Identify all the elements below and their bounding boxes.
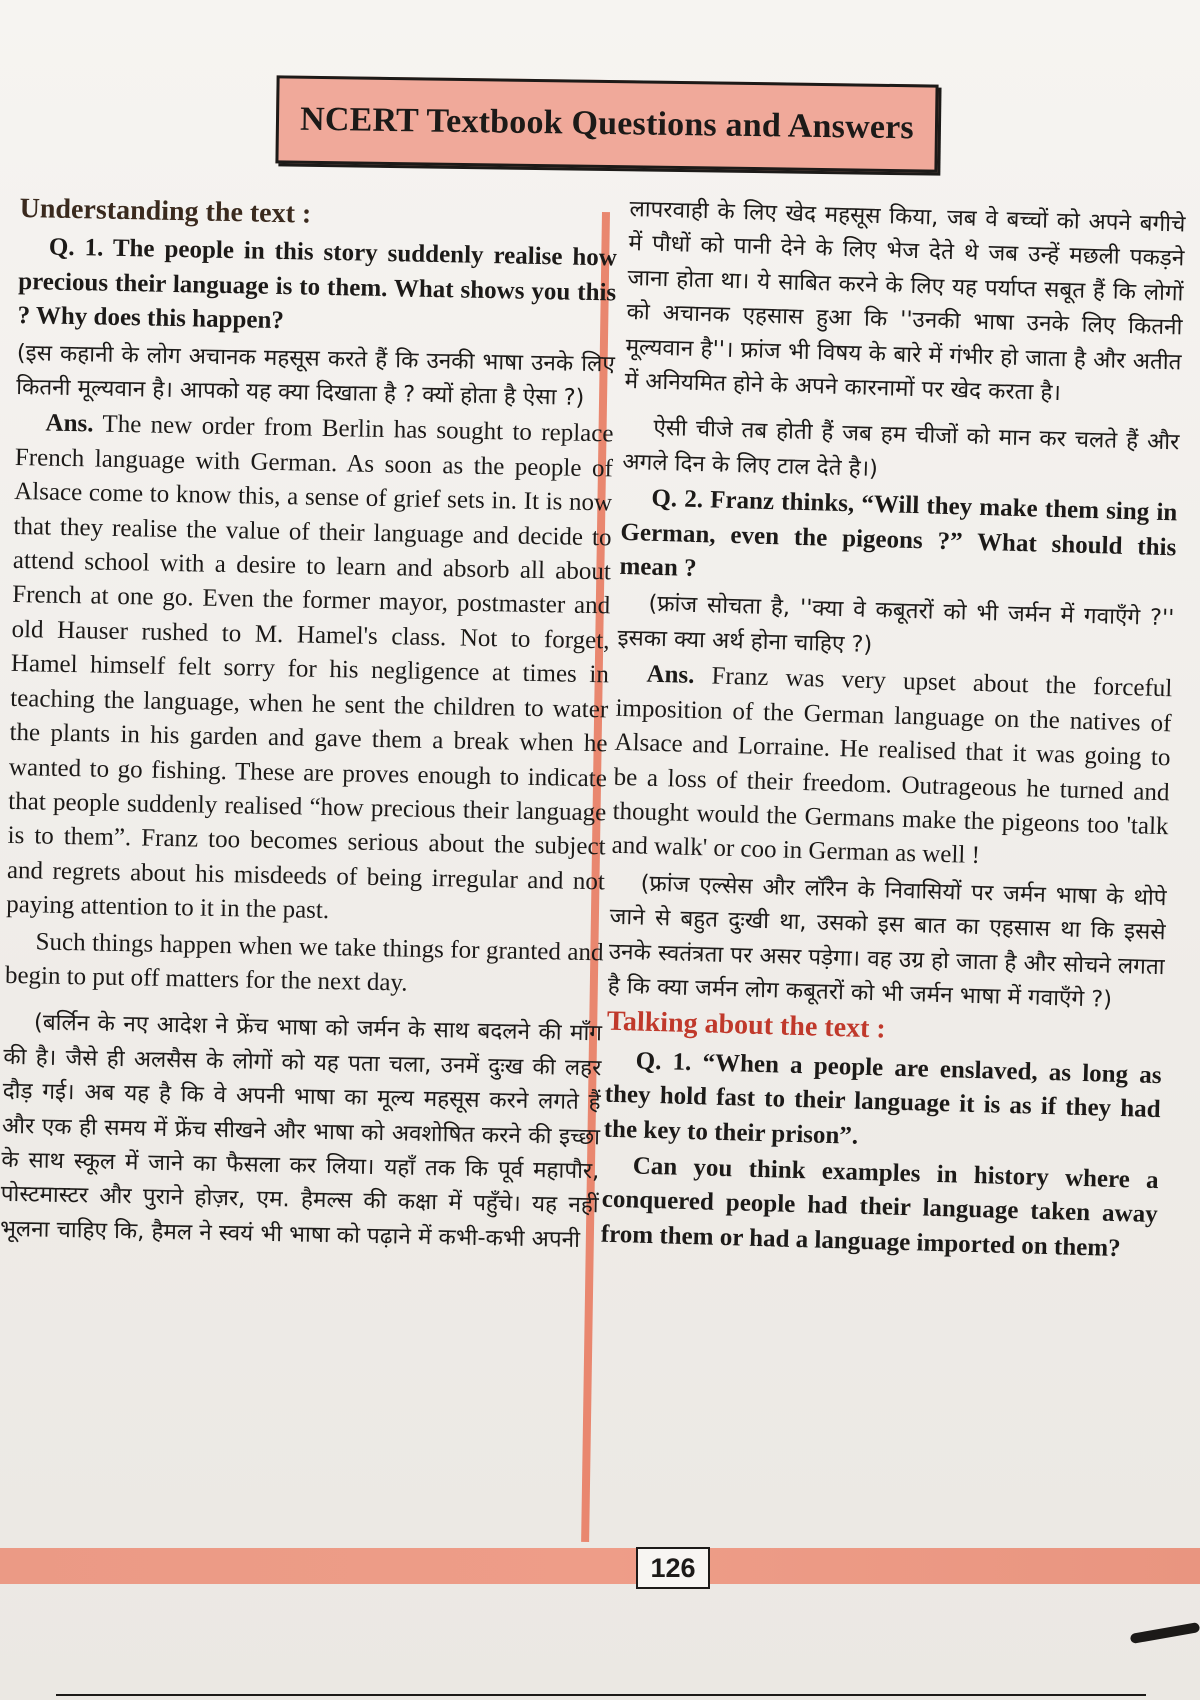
answer-1-hindi: (बर्लिन के नए आदेश ने फ्रेंच भाषा को जर्मन के साथ बदलने की माँग की है। जैसे ही अलसैस के लोगों को यह पता चला, उनमें दुःख की लहर दौड़ गई। अब यह है कि वे अपनी भाषा का मूल्य महसूस करने लगते हैं और एक ही समय में फ्रेंच सीखने और भाषा को अवशोषित करने की इच्छा के साथ स्कूल में जाने का फैसला कर लिया। यहाँ तक कि पूर्व महापौर, पोस्टमास्टर और पुराने होज़र, एम. हैमल्स की कक्षा में पहुँचे। यह नहीं भूलना चाहिए कि, हैमल ने स्वयं भी भाषा को पढ़ाने में कभी-कभी अपनी — [0, 1009, 603, 1253]
answer-2 — [611, 657, 1173, 879]
question-2 — [619, 481, 1178, 600]
talking-question-1-text: “When a people are enslaved, as long as they hold fast to their language it is as if they had the key to their prison”. — [603, 1049, 1162, 1150]
question-1-text: The people in this story suddenly realise how precious their language is to them. What shows you this ? Why does this happen? — [17, 235, 618, 335]
footer-band — [0, 1548, 1200, 1584]
title-banner — [275, 75, 938, 172]
question-2-text: Franz thinks, “Will they make them sing in German, even the pigeons ?” What should this mean ? — [619, 486, 1178, 583]
section-heading-talking: Talking about the text : — [606, 1006, 887, 1045]
page-number: 126 — [636, 1547, 710, 1589]
answer-1-label: Ans. — [45, 409, 94, 438]
answer-1-hindi-closing: ऐसी चीजे तब होती हैं जब हम चीजों को मान कर चलते हैं और अगले दिन के लिए टाल देते है।) — [622, 415, 1180, 482]
answer-2-label: Ans. — [646, 660, 695, 690]
section-heading-understanding: Understanding the text : — [19, 192, 312, 230]
question-2-label: Q. 2. — [651, 484, 704, 514]
question-1-hindi: (इस कहानी के लोग अचानक महसूस करते हैं कि उनकी भाषा उनके लिए कितनी मूल्यवान है। आपको यह क्या दिखाता है ? क्यों होता है ऐसा ?) — [16, 339, 616, 411]
page-title: NCERT Textbook Questions and Answers — [299, 100, 915, 147]
answer-1-text: The new order from Berlin has sought to replace French language with German. As soon as the people of Alsace come to know this, a sense of grief sets in. It is now that they realise the value of their language and decide to attend school with a desire to learn and absorb all about French at one go. Even the former mayor, postmaster and old Hauser rushed to M. Hamel's class. Not to forget, Hamel himself felt sorry for his negligence at times in teaching the language, when he sent the children to water the plants in his garden and gave them a break when he wanted to go fishing. These are proves enough to indicate that people suddenly realised “how precious their language is to them”. Franz too becomes serious about the subject and regrets about his misdeeds of being irregular and not paying attention to it in the past. — [6, 411, 614, 925]
answer-2-hindi: (फ्रांज एल्सेस और लॉरैन के निवासियों पर जर्मन भाषा के थोपे जाने से बहुत दुःखी था, उसको इस बात का एहसास था कि इससे उनके स्वतंत्रता पर असर पड़ेगा। वह उग्र हो जाता है और सोचने लगता है कि क्या जर्मन लोग कबूतरों को भी जर्मन भाषा में गवाएँगे ?) — [607, 870, 1167, 1013]
footer-rule — [56, 1694, 1146, 1696]
answer-2-text: Franz was very upset about the forceful imposition of the German language on the natives of Alsace and Lorraine. He realised that it was going to be a loss of their freedom. Outrageous he turned and thought would the Germans make the pigeons too 'talk and walk' or coo in German as well ! — [611, 662, 1173, 870]
question-2-hindi: (फ्रांज सोचता है, ''क्या वे कबूतरों को भी जर्मन में गवाएँगे ?'' इसका क्या अर्थ होना चाहिए ?) — [617, 591, 1175, 658]
question-1-label: Q. 1. — [48, 233, 104, 263]
left-column — [0, 192, 618, 1259]
talking-question-1-label: Q. 1. — [635, 1047, 692, 1076]
talking-question-1-prompt: Can you think examples in history where a conquered people had their language taken away from them or had a language imported on them? — [600, 1152, 1159, 1262]
answer-1-hindi-continued: लापरवाही के लिए खेद महसूस किया, जब वे बच्चों को अपने बगीचे में पौधों को पानी देने के लिए भेज देते थे जब उन्हें मछली पकड़ने जाना होता था। ये साबित करने के लिए यह पर्याप्त सबूत हैं कि लोगों को अचानक एहसास हुआ कि ''उनकी भाषा उनके लिए कितनी मूल्यवान है''। फ्रांज भी विषय के बारे में गंभीर हो जाता है और अतीत में अनियमित होने के अपने कारनामों पर खेद करता है। — [624, 195, 1186, 407]
question-1 — [17, 230, 617, 345]
right-column — [600, 192, 1185, 1269]
answer-1-paragraph-2: Such things happen when we take things for granted and begin to put off matters for the next day. — [4, 927, 604, 997]
talking-question-1 — [603, 1043, 1162, 1162]
answer-1 — [6, 406, 614, 933]
corner-mark — [1130, 1622, 1200, 1644]
